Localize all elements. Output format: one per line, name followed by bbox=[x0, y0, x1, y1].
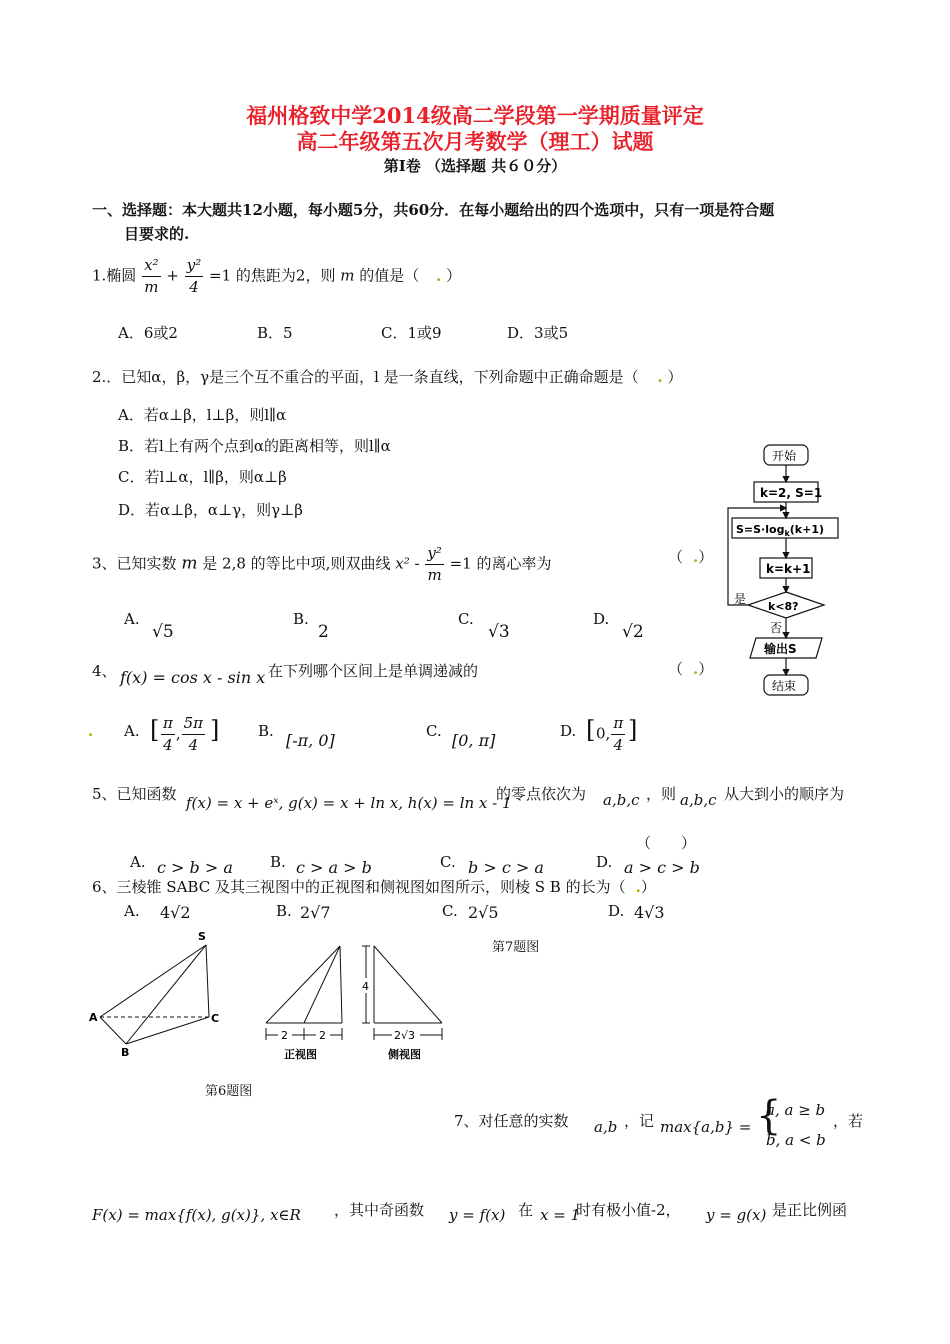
point-a-label: A bbox=[89, 1011, 98, 1024]
q5-vars-1: a,b,c bbox=[603, 791, 640, 809]
side-view-figure bbox=[358, 938, 458, 1062]
q7-line2-g: y = g(x) bbox=[706, 1206, 767, 1224]
q3-mid: 是 bbox=[202, 554, 218, 573]
q7-line2-text2: 在 bbox=[518, 1201, 534, 1219]
q4-value-d: 0, $\frac{\pi}{4}$ bbox=[596, 714, 624, 754]
q7-prefix: 7、对任意的实数 bbox=[454, 1112, 569, 1130]
q1-var: m bbox=[340, 266, 355, 285]
figure-7-caption: 第7题图 bbox=[492, 940, 540, 955]
flow-output-label: 输出S bbox=[764, 642, 797, 656]
q6-value-a: 4√2 bbox=[160, 903, 191, 922]
q4-marker: . bbox=[88, 722, 94, 740]
question-1-stem: 1.椭圆 $\frac{\text{x²}}{m}$ + $\frac{\text{y²}}{4}$ =1 的焦距为2，则 m 的值是（ . ） bbox=[92, 256, 462, 296]
q5-functions: f(x) = x + eˣ, g(x) = x + ln x, h(x) = ln x - 1 bbox=[186, 794, 512, 812]
q5-paren: （ ） bbox=[636, 834, 697, 852]
q7-max-expr: max{a,b} = bbox=[660, 1118, 752, 1136]
q6-label-a: A. bbox=[124, 902, 140, 920]
q4-value-c: [0, π] bbox=[452, 731, 496, 750]
q1-fraction-y: $\frac{\text{y²}}{4}$ bbox=[186, 256, 202, 296]
q2-option-d: D．若α⊥β，α⊥γ，则γ⊥β bbox=[118, 501, 303, 519]
title-line-2: 高二年级第五次月考数学（理工）试题 bbox=[296, 129, 654, 154]
section-heading: 第Ⅰ卷 （选择题 共６０分） bbox=[383, 157, 567, 175]
q5-label-a: A. bbox=[130, 853, 146, 871]
front-dim-right: 2 bbox=[319, 1029, 326, 1042]
q3-label-d: D. bbox=[593, 610, 610, 628]
q5-tail: 从大到小的顺序为 bbox=[724, 785, 845, 803]
q7-tail: ，若 bbox=[833, 1112, 864, 1130]
pyramid-figure bbox=[85, 925, 235, 1065]
q4-paren: （ .） bbox=[668, 660, 714, 678]
q4-label-c: C. bbox=[426, 722, 442, 740]
q2-option-c: C．若l⊥α，l∥β，则α⊥β bbox=[118, 468, 287, 486]
flowchart bbox=[720, 440, 870, 700]
q7-case-2: b, a < b bbox=[766, 1131, 826, 1149]
q6-label-d: D. bbox=[608, 902, 625, 920]
point-s-label: S bbox=[198, 930, 206, 943]
q1-text: 的焦距为2，则 bbox=[235, 266, 336, 285]
q6-value-d: 4√3 bbox=[634, 903, 665, 922]
q5-value-a: c > b > a bbox=[157, 858, 233, 877]
question-2-stem: 2.．已知α，β，γ是三个互不重合的平面，l 是一条直线，下列命题中正确命题是（ . ） bbox=[92, 368, 683, 386]
question-6-stem: 6、三棱锥 SABC 及其三视图中的正视图和侧视图如图所示，则棱 S B 的长为（ .） bbox=[92, 878, 656, 896]
q2-close: ） bbox=[667, 368, 683, 386]
q5-text: 的零点依次为 bbox=[496, 785, 587, 803]
q3-nums: 2,8 bbox=[222, 554, 246, 573]
q5-value-d: a > c > b bbox=[624, 858, 700, 877]
figure-6-caption: 第6题图 bbox=[205, 1084, 253, 1099]
q4-value-b: [-π, 0] bbox=[286, 731, 335, 750]
front-dim-left: 2 bbox=[281, 1029, 288, 1042]
q7-mid: ，记 bbox=[624, 1112, 655, 1130]
q3-label-c: C. bbox=[458, 610, 474, 628]
q1-fraction-x: $\frac{\text{x²}}{m}$ bbox=[144, 256, 159, 296]
q6-value-c: 2√5 bbox=[468, 903, 499, 922]
q3-paren: （ .） bbox=[668, 548, 714, 566]
flow-cond-label: k<8? bbox=[768, 600, 799, 613]
q1-option-b: B．5 bbox=[257, 324, 293, 342]
q5-vars-2: a,b,c bbox=[680, 791, 717, 809]
q7-vars: a,b bbox=[594, 1118, 618, 1136]
q3-fraction: $\frac{\text{y²}}{m}$ bbox=[427, 544, 442, 584]
q5-value-c: b > c > a bbox=[468, 858, 544, 877]
title-line-1: 福州格致中学2014级高二学段第一学期质量评定 bbox=[246, 103, 704, 128]
q4-value-a: $\frac{\pi}{4}$ , $\frac{5\pi}{4}$ bbox=[163, 714, 204, 754]
flow-end-label: 结束 bbox=[772, 679, 797, 693]
flow-step-label: $S=S\cdot\log_k(k+1)$ bbox=[736, 523, 825, 538]
q3-prefix: 3、已知实数 bbox=[92, 554, 177, 573]
q4-function: f(x) = cos x - sin x bbox=[120, 668, 266, 687]
q3-text: 的等比中项,则双曲线 bbox=[250, 554, 391, 573]
q7-line2-text1: ，其中奇函数 bbox=[334, 1201, 425, 1219]
q2-stem-text: 2.．已知α，β，γ是三个互不重合的平面，l 是一条直线，下列命题中正确命题是（ bbox=[92, 368, 639, 386]
q3-tail: 的离心率为 bbox=[476, 554, 552, 573]
q4-prefix: 4、 bbox=[92, 662, 117, 680]
q5-mid: ，则 bbox=[646, 785, 677, 803]
q4-label-b: B. bbox=[258, 722, 274, 740]
q7-case-1: a, a ≥ b bbox=[766, 1101, 826, 1119]
q7-line2-y: y = f(x) bbox=[449, 1206, 506, 1224]
question-3-stem bbox=[92, 546, 552, 583]
q7-line2-text4: 是正比例函 bbox=[772, 1201, 848, 1219]
q7-line2-F: F(x) = max{f(x), g(x)}, x∈R bbox=[92, 1206, 301, 1224]
q7-line2-text3: 时有极小值-2， bbox=[576, 1201, 681, 1219]
q2-option-a: A．若α⊥β，l⊥β，则l∥α bbox=[118, 406, 287, 424]
q4-label-a: A. bbox=[124, 722, 140, 740]
q4-tail: 在下列哪个区间上是单调递减的 bbox=[268, 662, 479, 680]
instructions-line-2: 目要求的. bbox=[124, 225, 190, 243]
side-dim-height: 4 bbox=[362, 980, 369, 993]
q6-label-b: B. bbox=[276, 902, 292, 920]
q1-tail: 的值是（ bbox=[359, 266, 420, 285]
q5-prefix: 5、已知函数 bbox=[92, 785, 177, 803]
flow-yes-label: 是 bbox=[734, 592, 747, 606]
q2-option-b: B．若l上有两个点到α的距离相等，则l∥α bbox=[118, 437, 391, 455]
q3-eq-tail: =1 bbox=[449, 554, 472, 573]
q3-label-a: A. bbox=[124, 610, 140, 628]
q3-value-a: √5 bbox=[152, 622, 174, 642]
q1-option-c: C．1或9 bbox=[381, 324, 442, 342]
q3-value-b: 2 bbox=[318, 622, 329, 642]
q7-line2-x: x = 1 bbox=[540, 1206, 581, 1224]
q4-label-d: D. bbox=[560, 722, 577, 740]
q1-option-d: D．3或5 bbox=[507, 324, 569, 342]
q3-eq-x: x² - bbox=[395, 554, 420, 573]
flow-init-label: k=2, S=1 bbox=[760, 486, 823, 500]
front-view-figure bbox=[258, 938, 358, 1062]
flow-no-label: 否 bbox=[770, 621, 783, 635]
point-c-label: C bbox=[211, 1012, 220, 1025]
q6-label-c: C. bbox=[442, 902, 458, 920]
q3-value-d: √2 bbox=[622, 622, 644, 642]
point-b-label: B bbox=[121, 1046, 130, 1059]
side-view-label: 侧视图 bbox=[388, 1048, 421, 1061]
q3-label-b: B. bbox=[293, 610, 309, 628]
q5-label-c: C. bbox=[440, 853, 456, 871]
q5-label-b: B. bbox=[270, 853, 286, 871]
q5-value-b: c > a > b bbox=[296, 858, 372, 877]
q5-label-d: D. bbox=[596, 853, 613, 871]
flow-start-label: 开始 bbox=[772, 449, 797, 463]
q3-value-c: √3 bbox=[488, 622, 510, 642]
q1-equals: =1 bbox=[209, 266, 232, 285]
q1-option-a: A．6或2 bbox=[118, 324, 178, 342]
q6-value-b: 2√7 bbox=[300, 903, 331, 922]
side-dim-base: 2√3 bbox=[394, 1029, 416, 1042]
q3-var: m bbox=[181, 553, 198, 574]
flow-inc-label: k=k+1 bbox=[766, 562, 811, 576]
front-view-label: 正视图 bbox=[284, 1048, 317, 1061]
q1-prefix: 1.椭圆 bbox=[92, 266, 137, 285]
instructions-line-1: 一、选择题：本大题共12小题，每小题5分，共60分．在每小题给出的四个选项中，只有一项是符合题 bbox=[92, 201, 775, 219]
q1-close: ） bbox=[446, 266, 462, 285]
